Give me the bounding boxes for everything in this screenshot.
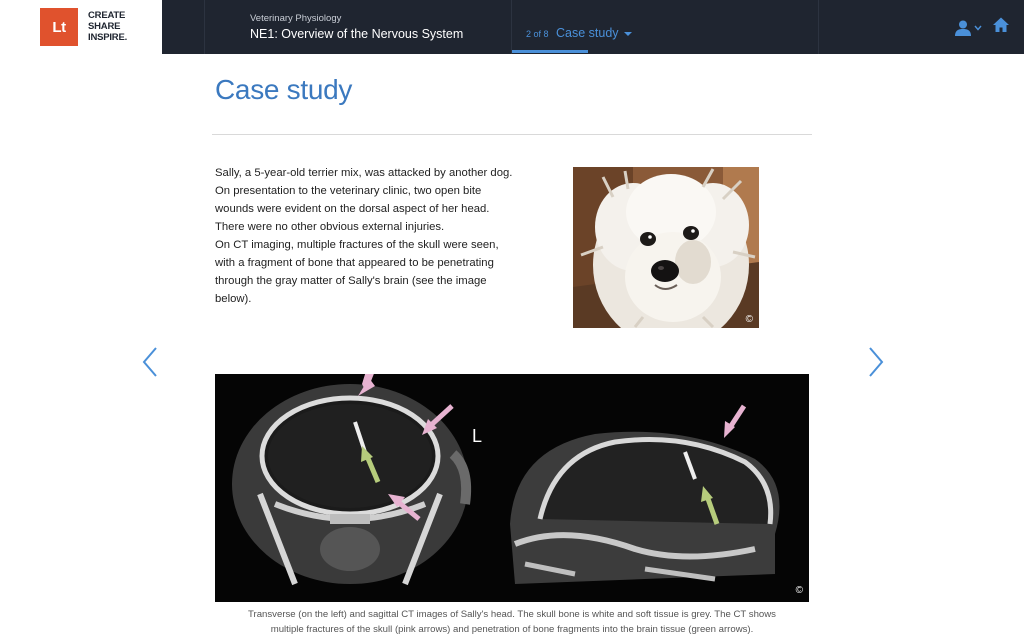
section-progress-indicator xyxy=(512,50,588,53)
case-paragraph: On CT imaging, multiple fractures of the skull were seen, with a fragment of bone that appeared to be penetrating through the gray matter of Sally's brain (see the image below). xyxy=(215,239,499,305)
course-subtitle: Veterinary Physiology xyxy=(250,13,342,24)
divider xyxy=(204,0,205,54)
title-divider xyxy=(212,134,812,135)
brand-area[interactable] xyxy=(0,0,162,54)
ct-orientation-label: L xyxy=(472,426,483,446)
header-actions xyxy=(954,16,1010,39)
course-heading xyxy=(250,13,463,41)
tagline-line: INSPIRE. xyxy=(88,32,128,43)
page-title: Case study xyxy=(215,74,353,105)
top-navigation-bar xyxy=(0,0,1024,54)
home-button[interactable] xyxy=(992,16,1010,39)
copyright-mark: © xyxy=(795,585,803,596)
lt-logo: Lt xyxy=(40,8,78,46)
copyright-mark: © xyxy=(745,314,753,325)
chevron-right-icon xyxy=(864,346,886,378)
ct-scan-illustration xyxy=(215,374,809,602)
case-paragraph: Sally, a 5-year-old terrier mix, was attacked by another dog. On presentation to the veterinary clinic, two open bite wounds were evident on the dorsal aspect of her head. There were no other obvious external injuries. xyxy=(215,167,513,233)
chevron-left-icon xyxy=(140,346,162,378)
section-dropdown[interactable] xyxy=(512,0,818,54)
tagline-line: SHARE xyxy=(88,21,121,32)
ct-scan-image xyxy=(215,374,809,602)
user-menu-button[interactable] xyxy=(954,19,982,37)
chevron-down-icon xyxy=(974,24,982,32)
next-page-button[interactable] xyxy=(864,346,886,378)
dog-photo xyxy=(573,167,759,328)
user-icon xyxy=(954,19,972,37)
caret-down-icon xyxy=(624,32,632,36)
brand-tagline xyxy=(88,10,127,43)
terrier-illustration xyxy=(573,167,759,328)
case-description xyxy=(215,164,515,308)
image-caption xyxy=(215,607,809,637)
course-title: NE1: Overview of the Nervous System xyxy=(250,27,464,41)
divider xyxy=(818,0,819,54)
caption-line: multiple fractures of the skull (pink arrows) and penetration of bone fragments into the brain tissue (green arrows). xyxy=(270,624,754,635)
tagline-line: CREATE xyxy=(88,10,126,21)
section-name: Case study xyxy=(556,26,619,40)
section-counter: 2 of 8 xyxy=(526,29,549,39)
previous-page-button[interactable] xyxy=(140,346,162,378)
home-icon xyxy=(992,16,1010,34)
caption-line: Transverse (on the left) and sagittal CT images of Sally's head. The skull bone is white and soft tissue is grey. The CT shows xyxy=(248,609,776,620)
